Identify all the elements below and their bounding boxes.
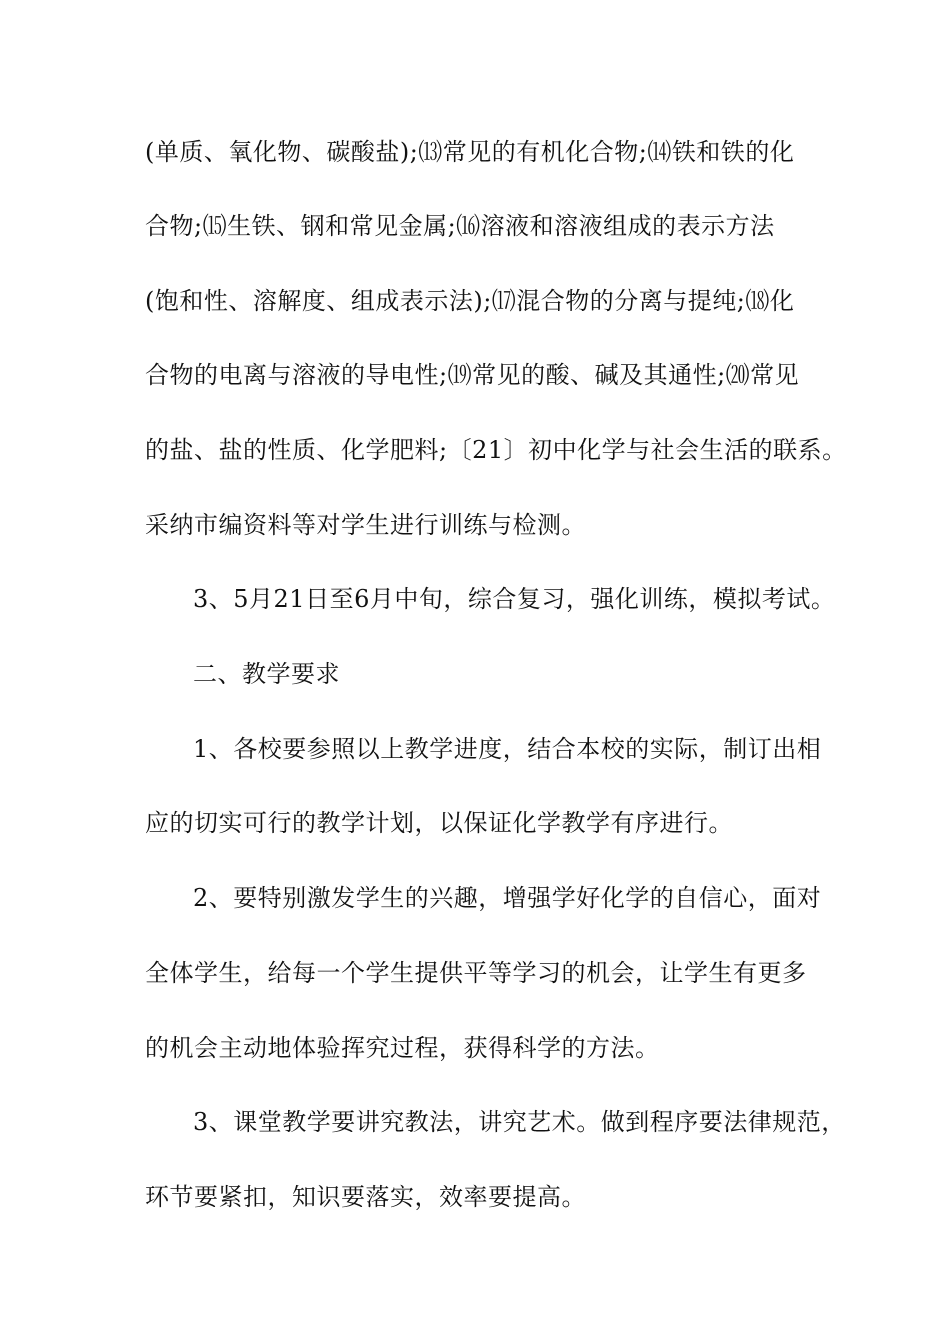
- text-line: 合物;⒂生铁、钢和常见金属;⒃溶液和溶液组成的表示方法: [145, 212, 775, 240]
- text-line: 的盐、盐的性质、化学肥料;〔21〕初中化学与社会生活的联系。: [145, 436, 847, 464]
- text-line: 2、要特别激发学生的兴趣，增强学好化学的自信心，面对: [193, 884, 822, 912]
- text-line: 的机会主动地体验挥究过程，获得科学的方法。: [145, 1034, 660, 1062]
- text-line: 1、各校要参照以上教学进度，结合本校的实际，制订出相: [193, 735, 822, 763]
- text-line: (单质、氧化物、碳酸盐);⒀常见的有机化合物;⒁铁和铁的化: [145, 138, 795, 166]
- text-line: 环节要紧扣，知识要落实，效率要提高。: [145, 1183, 586, 1211]
- text-line: 合物的电离与溶液的导电性;⒆常见的酸、碱及其通性;⒇常见: [145, 361, 800, 389]
- text-line: 应的切实可行的教学计划，以保证化学教学有序进行。: [145, 809, 733, 837]
- section-heading: 二、教学要求: [193, 660, 340, 688]
- text-line: 采纳市编资料等对学生进行训练与检测。: [145, 511, 586, 539]
- text-line: 3、课堂教学要讲究教法，讲究艺术。做到程序要法律规范，: [193, 1108, 846, 1136]
- text-line: 3、5月21日至6月中旬，综合复习，强化训练，模拟考试。: [193, 585, 836, 613]
- text-line: 全体学生，给每一个学生提供平等学习的机会，让学生有更多: [145, 959, 807, 987]
- text-line: (饱和性、溶解度、组成表示法);⒄混合物的分离与提纯;⒅化: [145, 287, 795, 315]
